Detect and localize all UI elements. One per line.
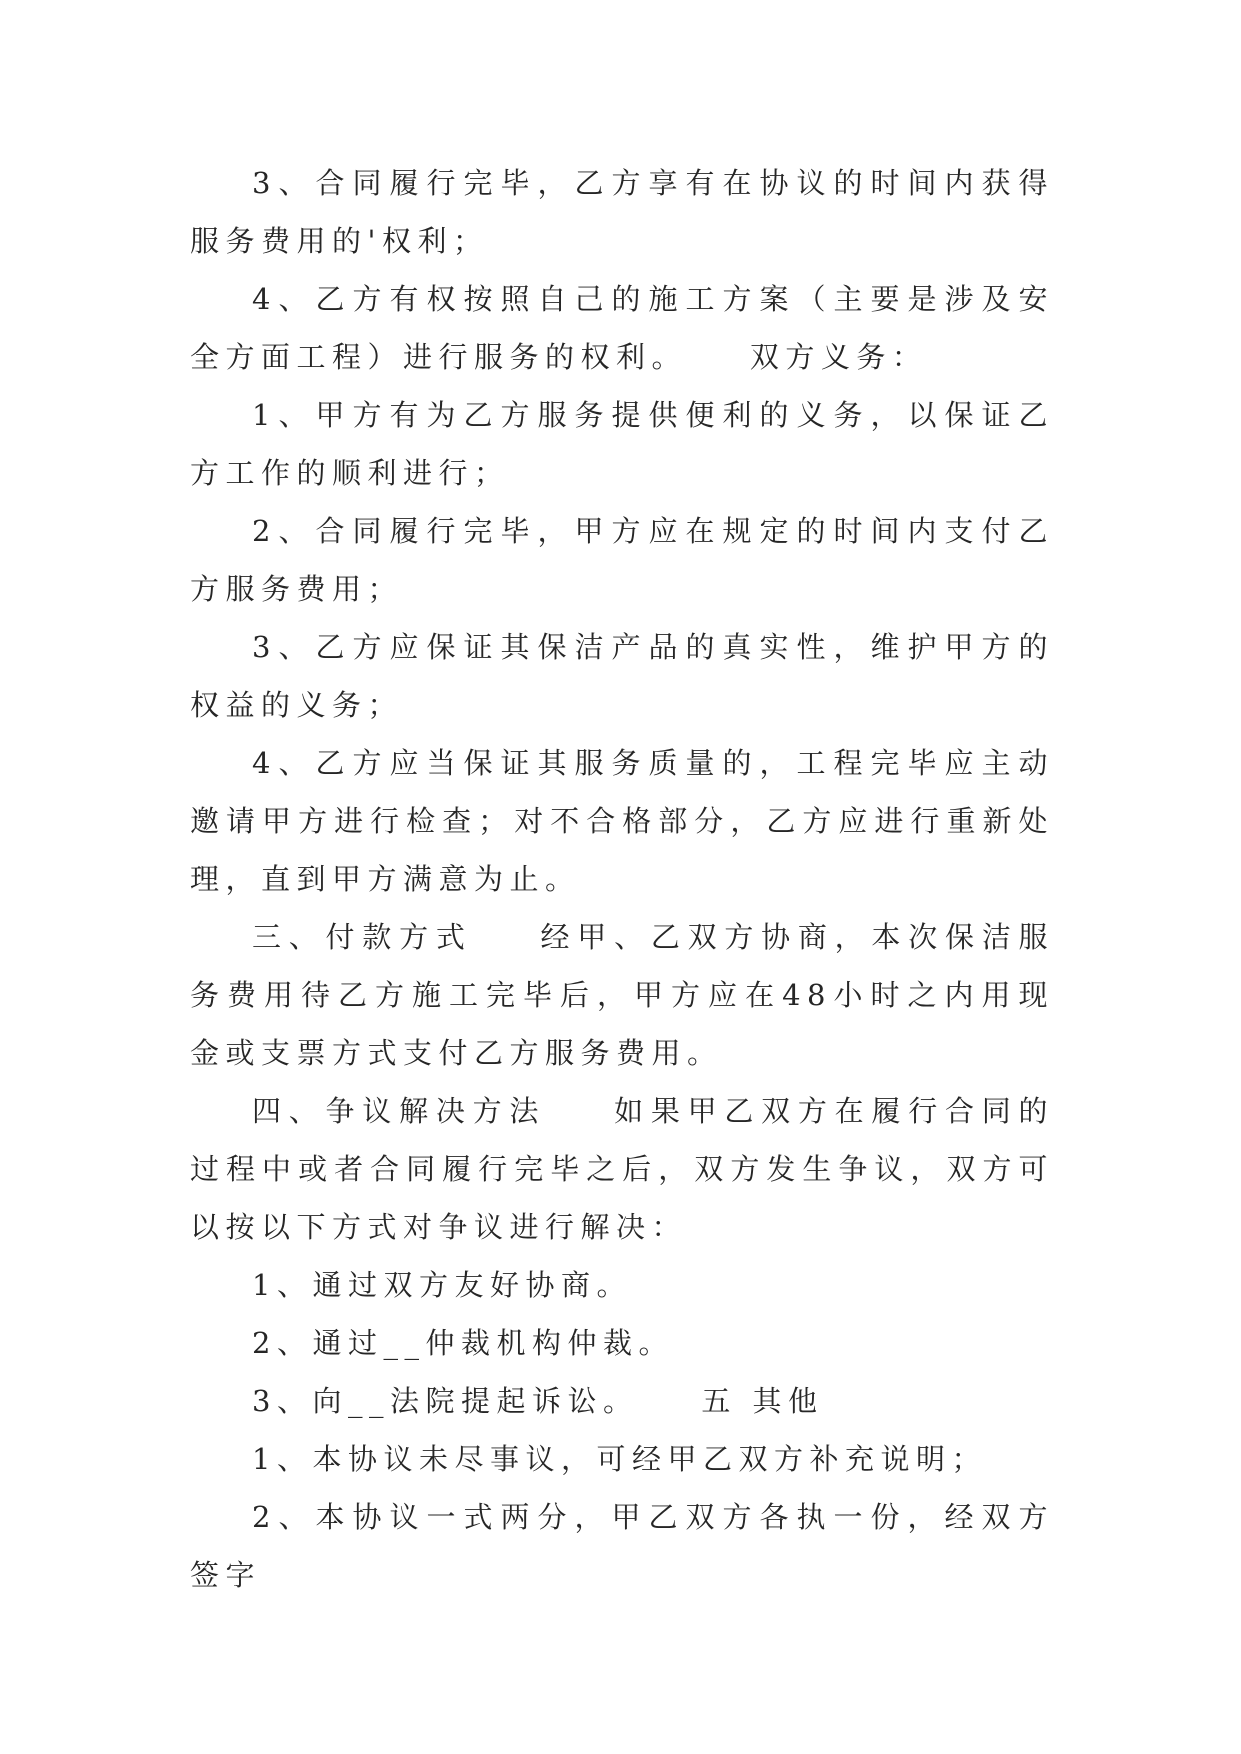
paragraph-dispute-1: 1、通过双方友好协商。: [252, 1268, 632, 1302]
paragraph-dispute-3: 3、向__法院提起诉讼。 五 其他: [252, 1384, 824, 1418]
paragraph-yi-rights-4: 4、乙方有权按照自己的施工方案（主要是涉及安全方面工程）进行服务的权利。 双方义务：: [190, 282, 1054, 374]
paragraph-payment: 三、付款方式 经甲、乙双方协商，本次保洁服务费用待乙方施工完毕后，甲方应在48小时之内用现金或支票方式支付乙方服务费用。: [190, 920, 1054, 1070]
paragraph-dispute-2: 2、通过__仲裁机构仲裁。: [252, 1326, 674, 1360]
paragraph-duty-4: 4、乙方应当保证其服务质量的，工程完毕应主动邀请甲方进行检查；对不合格部分，乙方应进行重新处理，直到甲方满意为止。: [190, 746, 1054, 896]
paragraph-other-2: 2、本协议一式两分，甲乙双方各执一份，经双方签字: [190, 1500, 1054, 1592]
paragraph-other-1: 1、本协议未尽事议，可经甲乙双方补充说明；: [252, 1442, 987, 1476]
paragraph-duty-1: 1、甲方有为乙方服务提供便利的义务，以保证乙方工作的顺利进行；: [190, 398, 1054, 490]
document-body: [190, 154, 1054, 1604]
paragraph-dispute: 四、争议解决方法 如果甲乙双方在履行合同的过程中或者合同履行完毕之后，双方发生争议，双方可以按以下方式对争议进行解决：: [190, 1094, 1054, 1244]
paragraph-duty-3: 3、乙方应保证其保洁产品的真实性，维护甲方的权益的义务；: [190, 630, 1054, 722]
paragraph-yi-rights-3: 3、合同履行完毕，乙方享有在协议的时间内获得服务费用的'权利；: [190, 166, 1054, 258]
paragraph-duty-2: 2、合同履行完毕，甲方应在规定的时间内支付乙方服务费用；: [190, 514, 1054, 606]
